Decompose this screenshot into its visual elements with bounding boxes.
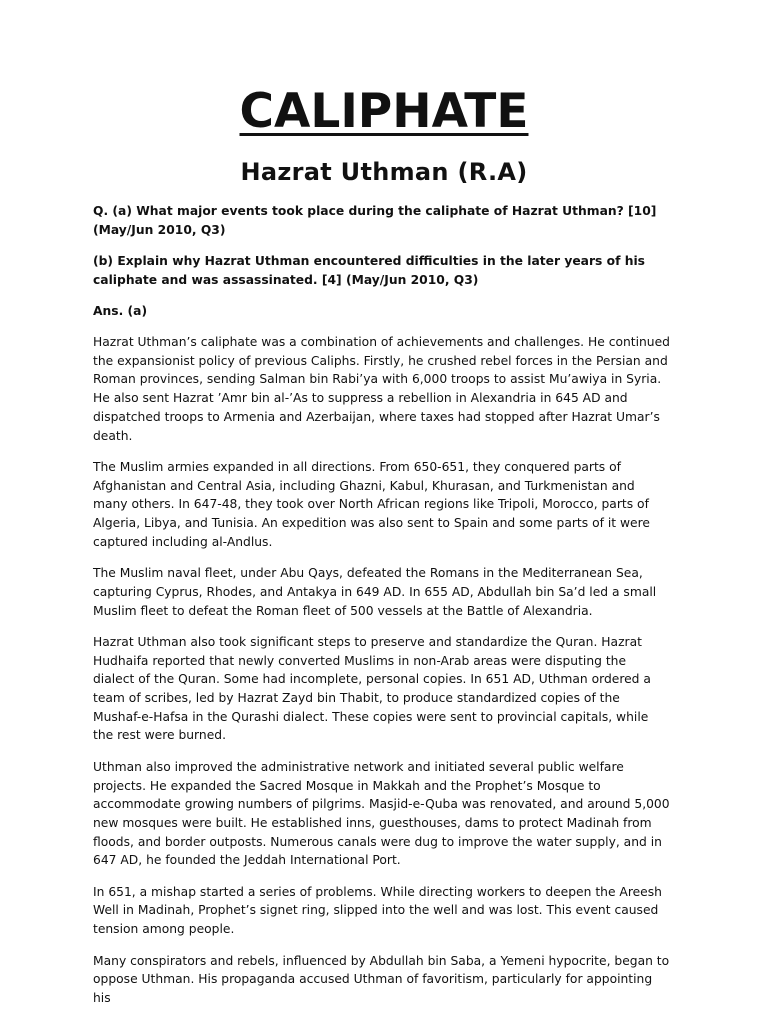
paragraph: Hazrat Uthman also took significant steps to preserve and standardize the Quran. Hazrat Hudhaifa reported that newly converted Muslims in non-Arab areas were disputing the dialect of the Quran. Some had incomplete, personal copies. In 651 AD, Uthman ordered a team of scribes, led by Hazrat Zayd bin Thabit, to produce standardized copies of the Mushaf-e-Hafsa in the Qurashi dialect. These copies were sent to provincial capitals, while the rest were burned. — [93, 634, 651, 743]
answer-label: Ans. (a) — [93, 303, 148, 318]
paragraph: Hazrat Uthman’s caliphate was a combination of achievements and challenges. He continued the expansionist policy of previous Caliphs. Firstly, he crushed rebel forces in the Persian and Roman provinces, sending Salman bin Rabi’ya with 6,000 troops to assist Mu’awiya in Syria. He also sent Hazrat ’Amr bin al-’As to suppress a rebellion in Alexandria in 645 AD and dispatched troops to Armenia and Azerbaijan, where taxes had stopped after Hazrat Umar’s death. — [93, 335, 670, 443]
page-title: CALIPHATE — [239, 84, 529, 139]
question-a: Q. (a) What major events took place during the caliphate of Hazrat Uthman? [10] (May/Jun 2010, Q3) — [93, 204, 657, 237]
paragraph: Many conspirators and rebels, influenced by Abdullah bin Saba, a Yemeni hypocrite, began to oppose Uthman. His propaganda accused Uthman of favoritism, particularly for appointing his — [93, 953, 670, 1005]
paragraph: The Muslim naval fleet, under Abu Qays, defeated the Romans in the Mediterranean Sea, capturing Cyprus, Rhodes, and Antakya in 649 AD. In 655 AD, Abdullah bin Sa’d led a small Muslim fleet to defeat the Roman fleet of 500 vessels at the Battle of Alexandria. — [93, 566, 657, 618]
paragraph: In 651, a mishap started a series of problems. While directing workers to deepen the Areesh Well in Madinah, Prophet’s signet ring, slipped into the well and was lost. This event caused tension among people. — [93, 884, 662, 937]
document-body — [93, 202, 671, 1020]
paragraph: The Muslim armies expanded in all directions. From 650-651, they conquered parts of Afghanistan and Central Asia, including Ghazni, Kabul, Khurasan, and Turkmenistan and many others. In 647-48, they took over North African regions like Tripoli, Morocco, parts of Algeria, Libya, and Tunisia. An expedition was also sent to Spain and some parts of it were captured including al-Andlus. — [93, 459, 650, 549]
question-b: (b) Explain why Hazrat Uthman encountered difficulties in the later years of his caliphate and was assassinated. [4] (May/Jun 2010, Q3) — [93, 253, 646, 287]
page-subtitle: Hazrat Uthman (R.A) — [240, 158, 528, 186]
paragraph: Uthman also improved the administrative network and initiated several public welfare projects. He expanded the Sacred Mosque in Makkah and the Prophet’s Mosque to accommodate growing numbers of pilgrims. Masjid-e-Quba was renovated, and around 5,000 new mosques were built. He established inns, guesthouses, dams to protect Madinah from floods, and border outposts. Numerous canals were dug to improve the water supply, and in 647 AD, he founded the Jeddah International Port. — [93, 759, 670, 868]
